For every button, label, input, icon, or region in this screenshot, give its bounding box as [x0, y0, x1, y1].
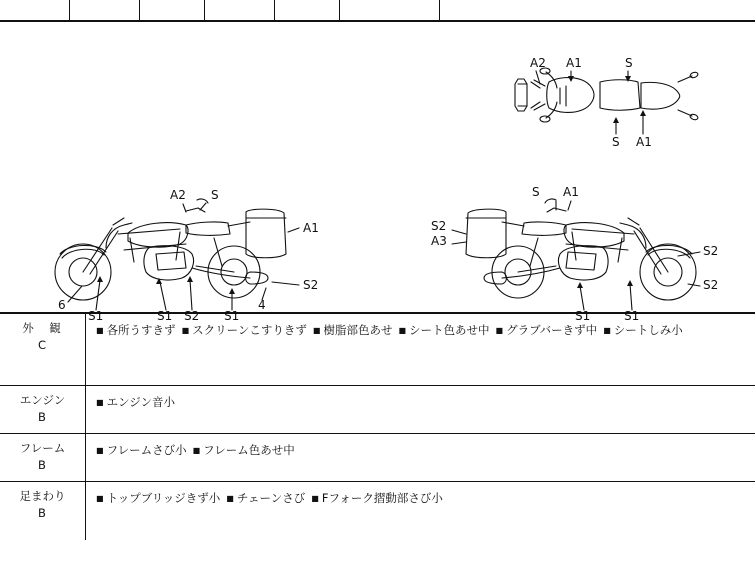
label-left-s1-a: S1 [88, 309, 104, 323]
label-left-s2: S2 [303, 278, 319, 292]
label-left-s1-b: S1 [157, 309, 173, 323]
top-cell-5 [275, 0, 340, 22]
condition-item-text: Fフォーク摺動部さび小 [321, 491, 443, 505]
top-view-motorcycle [515, 68, 699, 134]
condition-item [311, 491, 443, 505]
category-name: 外 観 [22, 321, 63, 335]
label-right-s2-a: S2 [703, 244, 719, 258]
bullet-icon: ■ [226, 494, 234, 503]
condition-rows [0, 314, 755, 540]
top-cell-7 [440, 0, 755, 22]
label-right-s2: S2 [431, 219, 447, 233]
condition-item-text: 各所うすきず [106, 323, 176, 337]
left-side-view-motorcycle [55, 199, 299, 310]
bullet-icon: ■ [96, 494, 104, 503]
motorcycle-diagrams-svg [0, 22, 755, 323]
condition-items-exterior [86, 314, 755, 385]
top-cell-4 [205, 0, 275, 22]
condition-item-text: シートしみ小 [613, 323, 683, 337]
label-right-a3: A3 [431, 234, 447, 248]
category-name: 足まわり [19, 489, 66, 503]
condition-row-engine [0, 386, 755, 434]
condition-item-text: トップブリッジきず小 [106, 491, 221, 505]
top-cell-3 [140, 0, 205, 22]
bullet-icon: ■ [495, 326, 504, 335]
condition-item [96, 443, 187, 457]
condition-row-suspension [0, 482, 755, 540]
label-left-s: S [211, 188, 219, 202]
condition-item-text: シート色あせ中 [409, 323, 490, 337]
label-right-s1-b: S1 [624, 309, 640, 323]
label-top-a1-bottom: A1 [636, 135, 652, 149]
label-top-a2: A2 [530, 56, 546, 70]
label-right-a1: A1 [563, 185, 579, 199]
category-grade: B [38, 410, 47, 424]
category-name: エンジン [19, 393, 66, 407]
bullet-icon: ■ [312, 326, 321, 335]
label-right-s2-b: S2 [703, 278, 719, 292]
label-right-s: S [532, 185, 540, 199]
condition-item-text: フレーム色あせ中 [203, 443, 295, 457]
category-grade: C [37, 338, 48, 352]
bullet-icon: ■ [311, 494, 319, 503]
label-left-a1: A1 [303, 221, 319, 235]
bullet-icon: ■ [603, 326, 611, 335]
label-top-s-bottom: S [612, 135, 620, 149]
bullet-icon: ■ [398, 326, 407, 335]
condition-item-text: グラブバーきず中 [506, 323, 598, 337]
condition-row-frame [0, 434, 755, 482]
condition-item [313, 323, 393, 337]
top-cell-6 [340, 0, 440, 22]
top-cell-1 [0, 0, 70, 22]
label-left-s1-c: S1 [224, 309, 240, 323]
label-left-6: 6 [58, 298, 66, 312]
condition-item-text: 樹脂部色あせ [323, 323, 393, 337]
bullet-icon: ■ [96, 446, 104, 455]
bullet-icon: ■ [192, 446, 201, 455]
condition-category-suspension [0, 482, 86, 540]
condition-item [96, 323, 176, 337]
label-top-a1: A1 [566, 56, 582, 70]
condition-category-frame [0, 434, 86, 481]
category-grade: B [38, 458, 47, 472]
condition-items-suspension [86, 482, 755, 540]
right-side-view-motorcycle [452, 199, 700, 310]
condition-row-exterior [0, 314, 755, 386]
condition-item [182, 323, 307, 337]
label-left-s2-b: S2 [184, 309, 200, 323]
condition-category-engine [0, 386, 86, 433]
condition-item-text: フレームさび小 [106, 443, 187, 457]
condition-item-text: チェーンさび [236, 491, 306, 505]
top-table-strip [0, 0, 755, 22]
condition-item [96, 491, 220, 505]
condition-item [496, 323, 598, 337]
label-right-s1-a: S1 [575, 309, 591, 323]
label-left-4: 4 [258, 298, 266, 312]
condition-item [96, 395, 175, 409]
condition-item-text: エンジン音小 [106, 395, 175, 409]
bullet-icon: ■ [96, 326, 104, 335]
condition-items-engine [86, 386, 755, 433]
damage-diagram [0, 22, 755, 323]
condition-item [226, 491, 305, 505]
condition-item-text: スクリーンこすりきず [192, 323, 307, 337]
condition-item [603, 323, 683, 337]
bullet-icon: ■ [96, 398, 104, 407]
label-top-s: S [625, 56, 633, 70]
condition-items-frame [86, 434, 755, 481]
top-cell-2 [70, 0, 140, 22]
bullet-icon: ■ [181, 326, 190, 335]
condition-item [398, 323, 489, 337]
label-left-a2: A2 [170, 188, 186, 202]
category-name: フレーム [19, 441, 66, 455]
condition-item [193, 443, 295, 457]
category-grade: B [38, 506, 47, 520]
condition-category-exterior [0, 314, 86, 385]
